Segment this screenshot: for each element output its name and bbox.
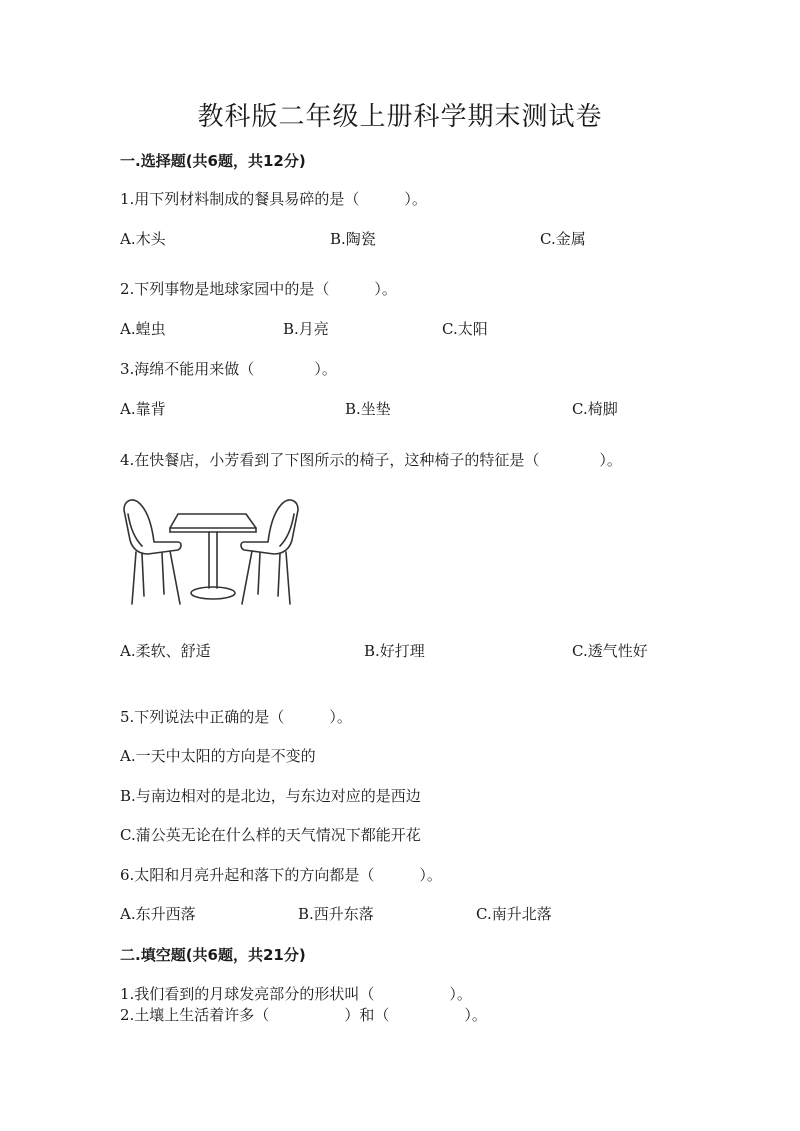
question-4: 4.在快餐店，小芳看到了下图所示的椅子，这种椅子的特征是（ ）。 (120, 451, 622, 469)
q1-option-b: B.陶瓷 (330, 230, 376, 248)
section-heading-choice: 一.选择题(共6题，共12分) (120, 152, 306, 170)
fill-question-2: 2.土壤上生活着许多（ ）和（ ）。 (120, 1006, 487, 1024)
q3-option-b: B.坐垫 (345, 400, 391, 418)
q6-option-c: C.南升北落 (476, 905, 552, 923)
fill-question-1: 1.我们看到的月球发亮部分的形状叫（ ）。 (120, 985, 472, 1003)
q3-option-c: C.椅脚 (572, 400, 618, 418)
q2-option-b: B.月亮 (283, 320, 329, 338)
q5-option-b: B.与南边相对的是北边，与东边对应的是西边 (120, 787, 421, 805)
q6-option-a: A.东升西落 (120, 905, 196, 923)
question-6: 6.太阳和月亮升起和落下的方向都是（ ）。 (120, 866, 442, 884)
question-5: 5.下列说法中正确的是（ ）。 (120, 708, 352, 726)
q5-option-c: C.蒲公英无论在什么样的天气情况下都能开花 (120, 826, 421, 844)
chair-table-illustration (118, 496, 304, 610)
q1-option-a: A.木头 (120, 230, 166, 248)
q5-option-a: A.一天中太阳的方向是不变的 (120, 747, 316, 765)
q4-option-a: A.柔软、舒适 (120, 642, 211, 660)
q2-option-a: A.蝗虫 (120, 320, 166, 338)
question-2: 2.下列事物是地球家园中的是（ ）。 (120, 280, 397, 298)
q1-option-c: C.金属 (540, 230, 586, 248)
section-heading-fill: 二.填空题(共6题，共21分) (120, 946, 306, 964)
q2-option-c: C.太阳 (442, 320, 488, 338)
page-title: 教科版二年级上册科学期末测试卷 (197, 102, 603, 132)
q4-option-b: B.好打理 (364, 642, 425, 660)
q4-option-c: C.透气性好 (572, 642, 648, 660)
q6-option-b: B.西升东落 (298, 905, 374, 923)
question-1: 1.用下列材料制成的餐具易碎的是（ ）。 (120, 190, 427, 208)
q3-option-a: A.靠背 (120, 400, 166, 418)
question-3: 3.海绵不能用来做（ ）。 (120, 360, 337, 378)
